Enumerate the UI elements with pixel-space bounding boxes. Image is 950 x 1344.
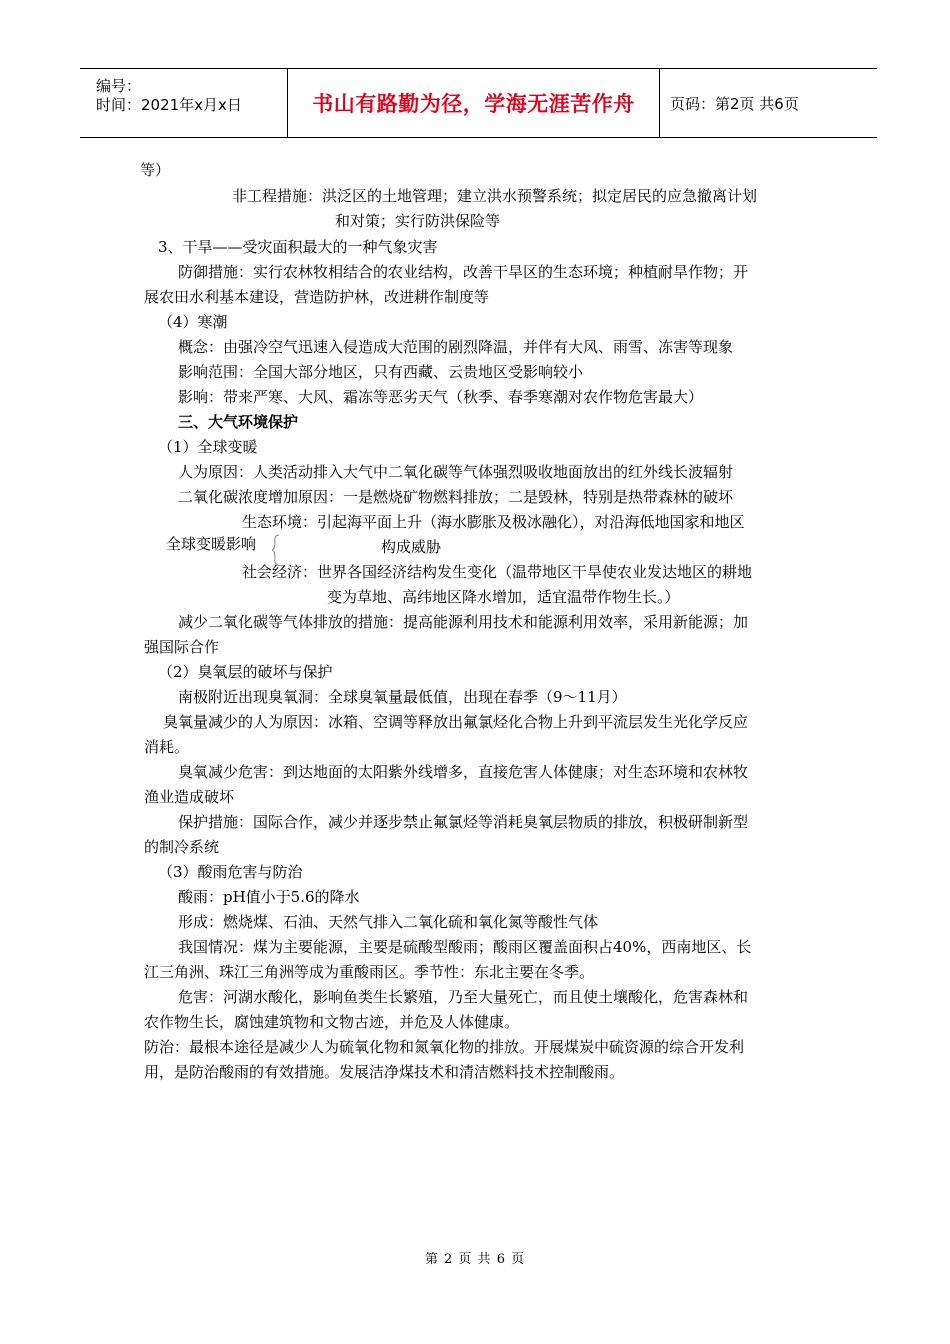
section-heading: （3）酸雨危害与防治 [158, 863, 303, 881]
page-header [80, 68, 877, 138]
text-line: 防御措施：实行农林牧相结合的农业结构，改善干旱区的生态环境；种植耐旱作物；开 [178, 263, 749, 281]
text-line: 和对策；实行防洪保险等 [335, 212, 501, 230]
text-line: 等） [140, 161, 171, 179]
text-line: 展农田水利基本建设，营造防护林，改进耕作制度等 [144, 288, 490, 306]
text-line: 江三角洲、珠江三角洲等成为重酸雨区。季节性：东北主要在冬季。 [144, 963, 595, 981]
text-line: 影响：带来严寒、大风、霜冻等恶劣天气（秋季、春季寒潮对农作物危害最大） [178, 388, 704, 406]
section-heading: （2）臭氧层的破坏与保护 [158, 663, 333, 681]
text-line: 臭氧量减少的人为原因：冰箱、空调等释放出氟氯烃化合物上升到平流层发生光化学反应 [163, 713, 749, 731]
text-line: 危害：河湖水酸化，影响鱼类生长繁殖，乃至大量死亡，而且使土壤酸化，危害森林和 [178, 988, 749, 1006]
header-motto-cell [288, 69, 660, 137]
section-heading: （4）寒潮 [158, 313, 228, 331]
page-footer: 第 2 页 共 6 页 [424, 1252, 526, 1267]
text-line: 酸雨：pH值小于5.6的降水 [178, 888, 360, 906]
text-line: 的制冷系统 [144, 838, 220, 856]
text-line: 生态环境：引起海平面上升（海水膨胀及极冰融化），对沿海低地国家和地区 [242, 513, 745, 531]
text-line: 概念：由强冷空气迅速入侵造成大范围的剧烈降温，并伴有大风、雨雪、冻害等现象 [178, 338, 734, 356]
page-label: 页码：第2页 共6页 [670, 94, 799, 113]
header-page-cell [660, 69, 877, 137]
text-line: 保护措施：国际合作，减少并逐步禁止氟氯烃等消耗臭氧层物质的排放，积极研制新型 [178, 813, 749, 831]
text-line: 减少二氧化碳等气体排放的措施：提高能源利用技术和能源利用效率，采用新能源；加 [178, 613, 749, 631]
impact-label: 全球变暖影响 [166, 535, 257, 553]
text-line: 社会经济：世界各国经济结构发生变化（温带地区干旱使农业发达地区的耕地 [242, 563, 753, 581]
text-line: 变为草地、高纬地区降水增加，适宜温带作物生长。） [327, 588, 680, 606]
section-heading: 3、干旱——受灾面积最大的一种气象灾害 [158, 238, 438, 256]
text-line: 防治：最根本途径是减少人为硫氧化物和氮氧化物的排放。开展煤炭中硫资源的综合开发利 [144, 1038, 745, 1056]
number-label: 编号： [96, 77, 142, 95]
text-line: 强国际合作 [144, 638, 220, 656]
text-line: 南极附近出现臭氧洞：全球臭氧量最低值，出现在春季（9～11月） [178, 688, 627, 706]
section-heading: （1）全球变暖 [158, 438, 258, 456]
text-line: 用，是防治酸雨的有效措施。发展洁净煤技术和清洁燃料技术控制酸雨。 [144, 1063, 625, 1081]
chapter-heading: 三、大气环境保护 [178, 413, 299, 431]
text-line: 构成威胁 [381, 538, 442, 556]
text-line: 非工程措施：洪泛区的土地管理；建立洪水预警系统；拟定居民的应急撤离计划 [232, 187, 758, 205]
text-line: 我国情况：煤为主要能源，主要是硫酸型酸雨；酸雨区覆盖面积占40%，西南地区、长 [178, 938, 752, 956]
text-line: 农作物生长，腐蚀建筑物和文物古迹，并危及人体健康。 [144, 1013, 520, 1031]
text-line: 形成：燃烧煤、石油、天然气排入二氧化硫和氧化氮等酸性气体 [178, 913, 599, 931]
text-line: 人为原因：人类活动排入大气中二氧化碳等气体强烈吸收地面放出的红外线长波辐射 [178, 463, 734, 481]
text-line: 渔业造成破坏 [144, 788, 235, 806]
text-line: 臭氧减少危害：到达地面的太阳紫外线增多，直接危害人体健康；对生态环境和农林牧 [178, 763, 749, 781]
text-line: 二氧化碳浓度增加原因：一是燃烧矿物燃料排放；二是毁林，特别是热带森林的破坏 [178, 488, 734, 506]
text-line: 消耗。 [144, 738, 190, 756]
text-line: 影响范围：全国大部分地区，只有西藏、云贵地区受影响较小 [178, 363, 584, 381]
header-info-cell [80, 69, 288, 137]
motto-text: 书山有路勤为径，学海无涯苦作舟 [312, 92, 635, 116]
time-label: 时间：2021年x月x日 [96, 96, 242, 114]
